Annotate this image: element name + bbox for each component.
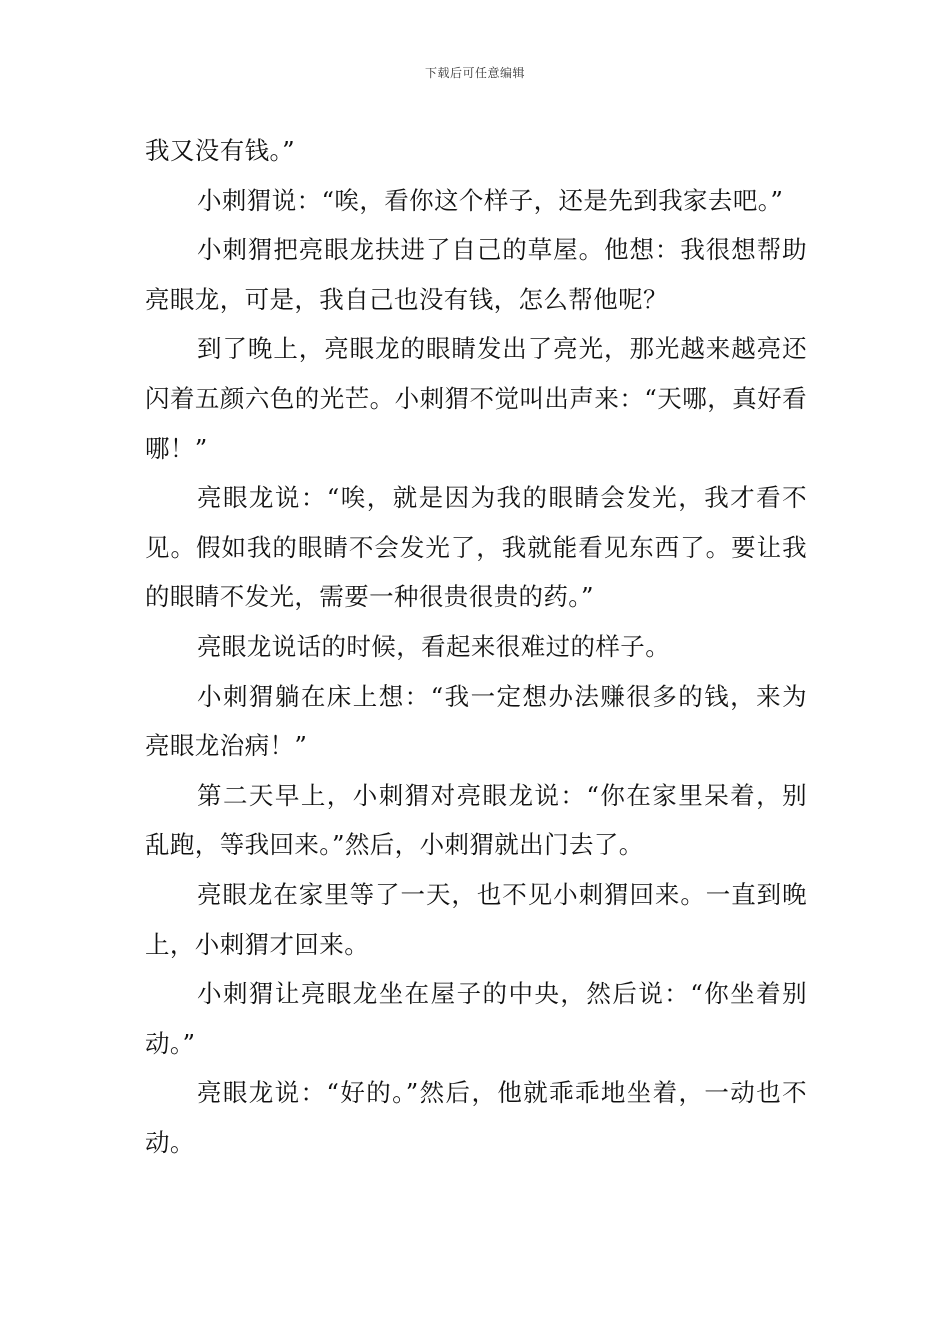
paragraph-5: 亮眼龙说：“唉，就是因为我的眼睛会发光，我才看不见。假如我的眼睛不会发光了，我就能看见东西了。要让我的眼睛不发光，需要一种很贵很贵的药。” [145, 483, 807, 612]
paragraph-7: 小刺猬躺在床上想：“我一定想办法赚很多的钱，来为亮眼龙治病！” [145, 681, 807, 761]
paragraph-6: 亮眼龙说话的时候，看起来很难过的样子。 [197, 631, 671, 661]
paragraph-2: 小刺猬说：“唉，看你这个样子，还是先到我家去吧。” [197, 185, 784, 215]
paragraph-10: 小刺猬让亮眼龙坐在屋子的中央，然后说：“你坐着别动。” [145, 979, 807, 1058]
paragraph-4: 到了晚上，亮眼龙的眼睛发出了亮光，那光越来越亮还闪着五颜六色的光芒。小刺猬不觉叫出声来：“天哪，真好看哪！” [145, 334, 807, 463]
paragraph-8: 第二天早上，小刺猬对亮眼龙说：“你在家里呆着，别乱跑，等我回来。”然后，小刺猬就出门去了。 [145, 780, 807, 860]
page-header: 下载后可任意编辑 [424, 66, 525, 80]
story-body [145, 126, 807, 1167]
paragraph-11: 亮眼龙说：“好的。”然后，他就乖乖地坐着，一动也不动。 [145, 1078, 807, 1157]
paragraph-1: 我又没有钱。” [145, 136, 296, 165]
paragraph-9: 亮眼龙在家里等了一天，也不见小刺猬回来。一直到晚上，小刺猬才回来。 [145, 879, 807, 959]
paragraph-3: 小刺猬把亮眼龙扶进了自己的草屋。他想：我很想帮助亮眼龙，可是，我自己也没有钱，怎么帮他呢？ [145, 235, 807, 314]
